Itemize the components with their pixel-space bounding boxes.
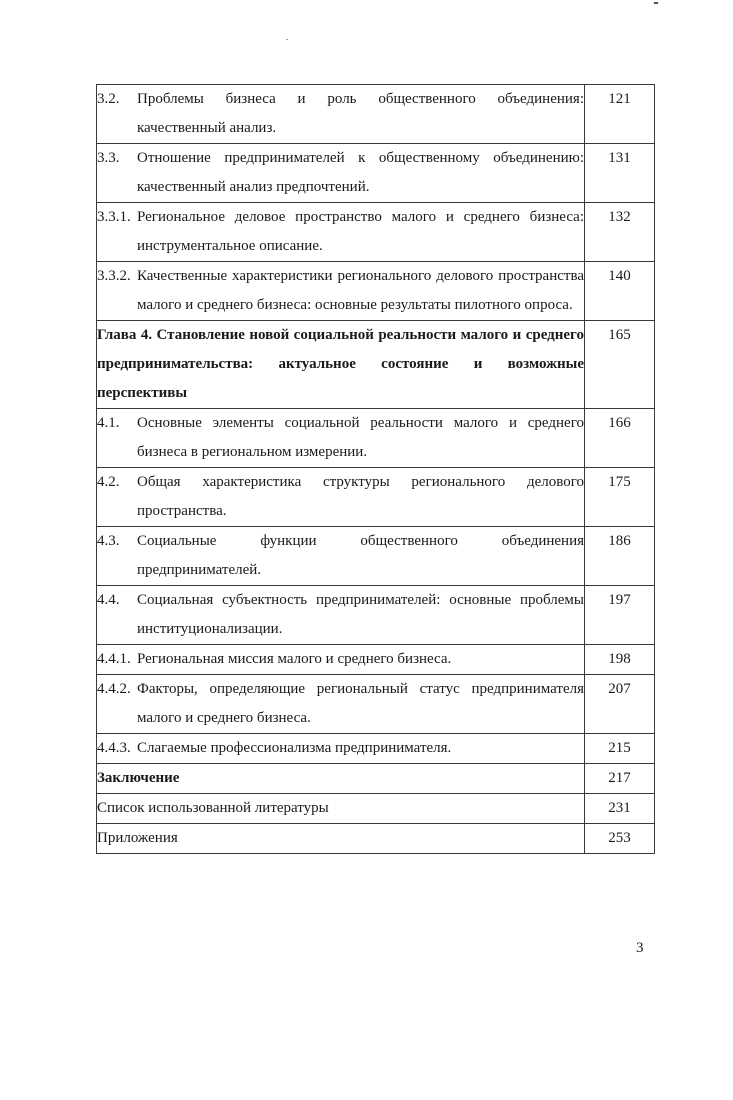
toc-row-appendices	[97, 824, 655, 854]
toc-entry-page: 198	[585, 645, 655, 675]
toc-chapter-heading: Глава 4. Становление новой социальной реальности малого и среднего предпринимательства: актуальное состояние и возможные перспективы	[97, 327, 584, 401]
toc-entry-number: 4.4.1.	[97, 651, 131, 667]
toc-row	[97, 85, 655, 144]
toc-entry-title	[97, 794, 585, 824]
toc-entry-text: Социальная субъектность предпринимателей: основные проблемы институционализации.	[137, 592, 584, 637]
toc-entry-text: Качественные характеристики регионального делового пространства малого и среднего бизнеса: основные результаты пилотного опроса.	[137, 268, 584, 313]
scan-artifact	[286, 39, 288, 40]
toc-entry-title	[97, 527, 585, 586]
toc-conclusion-heading: Заключение	[97, 770, 180, 786]
toc-entry-text: Основные элементы социальной реальности малого и среднего бизнеса в региональном измерении.	[137, 415, 584, 460]
toc-entry-page: 186	[585, 527, 655, 586]
page-number: 3	[636, 940, 644, 956]
toc-entry-text: Проблемы бизнеса и роль общественного объединения: качественный анализ.	[137, 91, 584, 136]
toc-row	[97, 409, 655, 468]
toc-entry-title	[97, 262, 585, 321]
toc-row	[97, 586, 655, 645]
toc-references-title: Список использованной литературы	[97, 800, 329, 816]
toc-row	[97, 262, 655, 321]
toc-row	[97, 468, 655, 527]
toc-entry-number: 3.3.2.	[97, 268, 131, 284]
toc-entry-page: 207	[585, 675, 655, 734]
toc-entry-text: Общая характеристика структуры регионального делового пространства.	[137, 474, 584, 519]
toc-entry-title	[97, 824, 585, 854]
toc-entry-number: 4.4.3.	[97, 740, 131, 756]
toc-entry-number: 4.4.2.	[97, 681, 131, 697]
toc-row	[97, 144, 655, 203]
toc-entry-number: 4.3.	[97, 533, 120, 549]
toc-entry-page: 140	[585, 262, 655, 321]
toc-row	[97, 734, 655, 764]
table-of-contents	[96, 84, 655, 854]
toc-appendices-title: Приложения	[97, 830, 178, 846]
toc-entry-title	[97, 645, 585, 675]
toc-entry-page: 121	[585, 85, 655, 144]
toc-entry-text: Слагаемые профессионализма предпринимателя.	[137, 740, 452, 756]
toc-entry-title	[97, 203, 585, 262]
toc-row-chapter	[97, 321, 655, 409]
toc-entry-number: 4.4.	[97, 592, 120, 608]
toc-entry-title	[97, 409, 585, 468]
toc-entry-page: 131	[585, 144, 655, 203]
toc-row	[97, 203, 655, 262]
toc-entry-title	[97, 144, 585, 203]
toc-row-conclusion	[97, 764, 655, 794]
toc-entry-page: 215	[585, 734, 655, 764]
toc-entry-page: 175	[585, 468, 655, 527]
toc-entry-title	[97, 468, 585, 527]
toc-entry-text: Социальные функции общественного объединения предпринимателей.	[137, 533, 584, 578]
toc-entry-number: 4.2.	[97, 474, 120, 490]
toc-entry-page: 253	[585, 824, 655, 854]
toc-entry-text: Отношение предпринимателей к общественному объединению: качественный анализ предпочтений.	[137, 150, 584, 195]
scan-artifact	[654, 2, 658, 4]
toc-row	[97, 645, 655, 675]
toc-entry-title	[97, 85, 585, 144]
toc-entry-page: 165	[585, 321, 655, 409]
toc-entry-number: 3.3.1.	[97, 209, 131, 225]
toc-row-references	[97, 794, 655, 824]
toc-entry-number: 3.2.	[97, 91, 120, 107]
toc-entry-text: Факторы, определяющие региональный статус предпринимателя малого и среднего бизнеса.	[137, 681, 584, 726]
toc-entry-text: Региональная миссия малого и среднего бизнеса.	[137, 651, 452, 667]
toc-entry-page: 197	[585, 586, 655, 645]
toc-row	[97, 527, 655, 586]
toc-entry-page: 166	[585, 409, 655, 468]
toc-entry-title	[97, 586, 585, 645]
toc-entry-text: Региональное деловое пространство малого и среднего бизнеса: инструментальное описание.	[137, 209, 584, 254]
toc-entry-number: 4.1.	[97, 415, 120, 431]
toc-entry-title	[97, 675, 585, 734]
toc-entry-page: 132	[585, 203, 655, 262]
toc-entry-title	[97, 734, 585, 764]
toc-entry-number: 3.3.	[97, 150, 120, 166]
toc-row	[97, 675, 655, 734]
toc-entry-page: 217	[585, 764, 655, 794]
toc-entry-title	[97, 764, 585, 794]
toc-entry-page: 231	[585, 794, 655, 824]
toc-entry-title	[97, 321, 585, 409]
